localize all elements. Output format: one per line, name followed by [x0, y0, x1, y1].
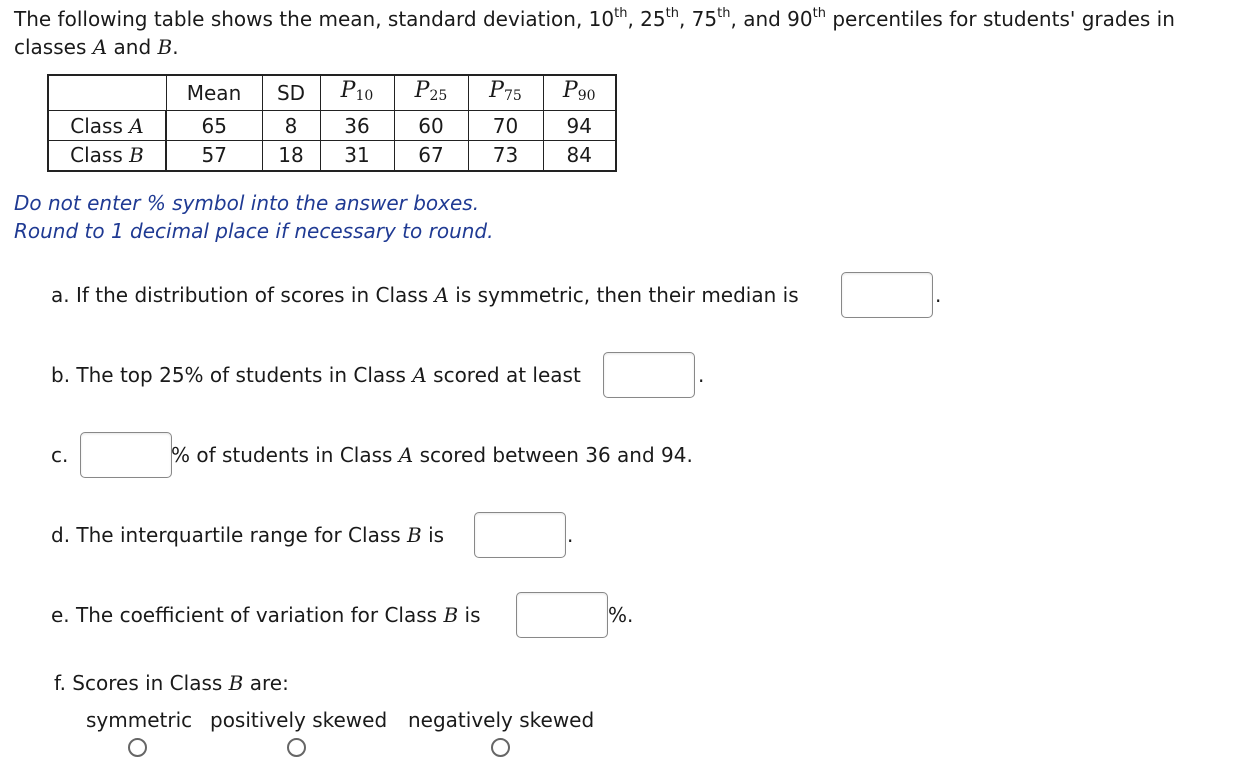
question-e-text: is — [458, 603, 481, 627]
header-p90-symbol: P — [562, 78, 578, 103]
question-d-text: is — [421, 523, 445, 547]
cell-p25: 60 — [394, 111, 468, 141]
intro-text: . — [172, 35, 179, 59]
row-label-text: Class — [70, 113, 130, 138]
question-b-var: A — [412, 363, 427, 387]
note-rounding: Round to 1 decimal place if necessary to round. — [14, 219, 494, 243]
cell-mean: 65 — [166, 111, 262, 141]
intro-sup: th — [665, 6, 679, 21]
header-p10-symbol: P — [340, 78, 356, 103]
header-p10-sub: 10 — [355, 88, 374, 104]
cell-p90: 84 — [543, 141, 616, 171]
question-f — [54, 669, 289, 697]
question-f-text: f. Scores in Class — [54, 671, 229, 695]
option-negatively-skewed-radio[interactable] — [491, 738, 510, 757]
row-label-class-a — [48, 111, 166, 141]
cell-p75: 73 — [468, 141, 543, 171]
question-f-text: are: — [243, 671, 289, 695]
intro-text: The following table shows the mean, standard deviation, 10 — [14, 7, 615, 31]
question-c-var: A — [398, 443, 414, 467]
intro-text: , 75 — [678, 7, 718, 31]
cell-mean: 57 — [166, 141, 262, 171]
question-d — [51, 521, 444, 549]
question-e-text: e. The coefficient of variation for Class — [51, 603, 444, 627]
answer-b-input[interactable] — [603, 352, 695, 398]
question-d-text: d. The interquartile range for Class — [51, 523, 408, 547]
question-d-period: . — [567, 523, 574, 547]
row-label-var: A — [129, 113, 144, 138]
option-symmetric-radio[interactable] — [128, 738, 147, 757]
table-corner — [48, 75, 166, 111]
header-mean: Mean — [166, 75, 262, 111]
question-b-period: . — [698, 363, 705, 387]
cell-p75: 70 — [468, 111, 543, 141]
question-b — [51, 361, 581, 389]
option-positively-skewed-label: positively skewed — [210, 708, 388, 732]
intro-text: , and 90 — [730, 7, 813, 31]
question-b-text: scored at least — [426, 363, 581, 387]
cell-p90: 94 — [543, 111, 616, 141]
option-positively-skewed-radio[interactable] — [287, 738, 306, 757]
question-c — [171, 441, 693, 469]
intro-sup: th — [717, 6, 731, 21]
note-no-percent: Do not enter % symbol into the answer boxes. — [14, 191, 480, 215]
intro-text: percentiles for students' grades in classes — [14, 7, 1175, 59]
row-label-text: Class — [70, 143, 130, 168]
answer-a-input[interactable] — [841, 272, 933, 318]
question-c-text: % of students in Class — [171, 443, 399, 467]
header-p75-sub: 75 — [503, 88, 522, 104]
header-p75-symbol: P — [489, 78, 504, 103]
header-p90 — [543, 75, 616, 111]
cell-sd: 18 — [262, 141, 320, 171]
header-p75 — [468, 75, 543, 111]
table-row-class-a — [48, 111, 616, 141]
header-sd: SD — [262, 75, 320, 111]
question-a — [51, 281, 799, 309]
table-header-row — [48, 75, 616, 111]
question-a-text: is symmetric, then their median is — [448, 283, 799, 307]
cell-p25: 67 — [394, 141, 468, 171]
question-a-text: a. If the distribution of scores in Class — [51, 283, 435, 307]
intro-text: , 25 — [627, 7, 666, 31]
header-p25 — [394, 75, 468, 111]
option-symmetric-label: symmetric — [86, 708, 193, 732]
question-e — [51, 601, 481, 629]
header-p25-symbol: P — [414, 78, 430, 103]
header-p10 — [320, 75, 394, 111]
answer-e-input[interactable] — [516, 592, 608, 638]
intro-text: and — [107, 35, 158, 59]
intro-sup: th — [812, 6, 826, 21]
question-a-period: . — [935, 283, 942, 307]
answer-d-input[interactable] — [474, 512, 566, 558]
question-e-var: B — [443, 603, 459, 627]
cell-sd: 8 — [262, 111, 320, 141]
question-c-prefix: c. — [51, 443, 69, 467]
answer-c-input[interactable] — [80, 432, 172, 478]
intro-var-a: A — [92, 35, 108, 59]
question-c-text: scored between 36 and 94. — [413, 443, 693, 467]
header-p90-sub: 90 — [577, 88, 596, 104]
question-b-text: b. The top 25% of students in Class — [51, 363, 413, 387]
option-negatively-skewed-label: negatively skewed — [408, 708, 595, 732]
stats-table — [47, 74, 617, 172]
header-p25-sub: 25 — [429, 88, 448, 104]
intro-sup: th — [614, 6, 628, 21]
problem-intro — [14, 5, 1234, 61]
intro-var-b: B — [157, 35, 173, 59]
question-f-var: B — [228, 671, 244, 695]
row-label-var: B — [129, 143, 144, 168]
question-e-percent: %. — [608, 603, 634, 627]
question-d-var: B — [407, 523, 422, 547]
cell-p10: 31 — [320, 141, 394, 171]
question-a-var: A — [434, 283, 449, 307]
table-row-class-b — [48, 141, 616, 171]
cell-p10: 36 — [320, 111, 394, 141]
row-label-class-b — [48, 141, 166, 171]
